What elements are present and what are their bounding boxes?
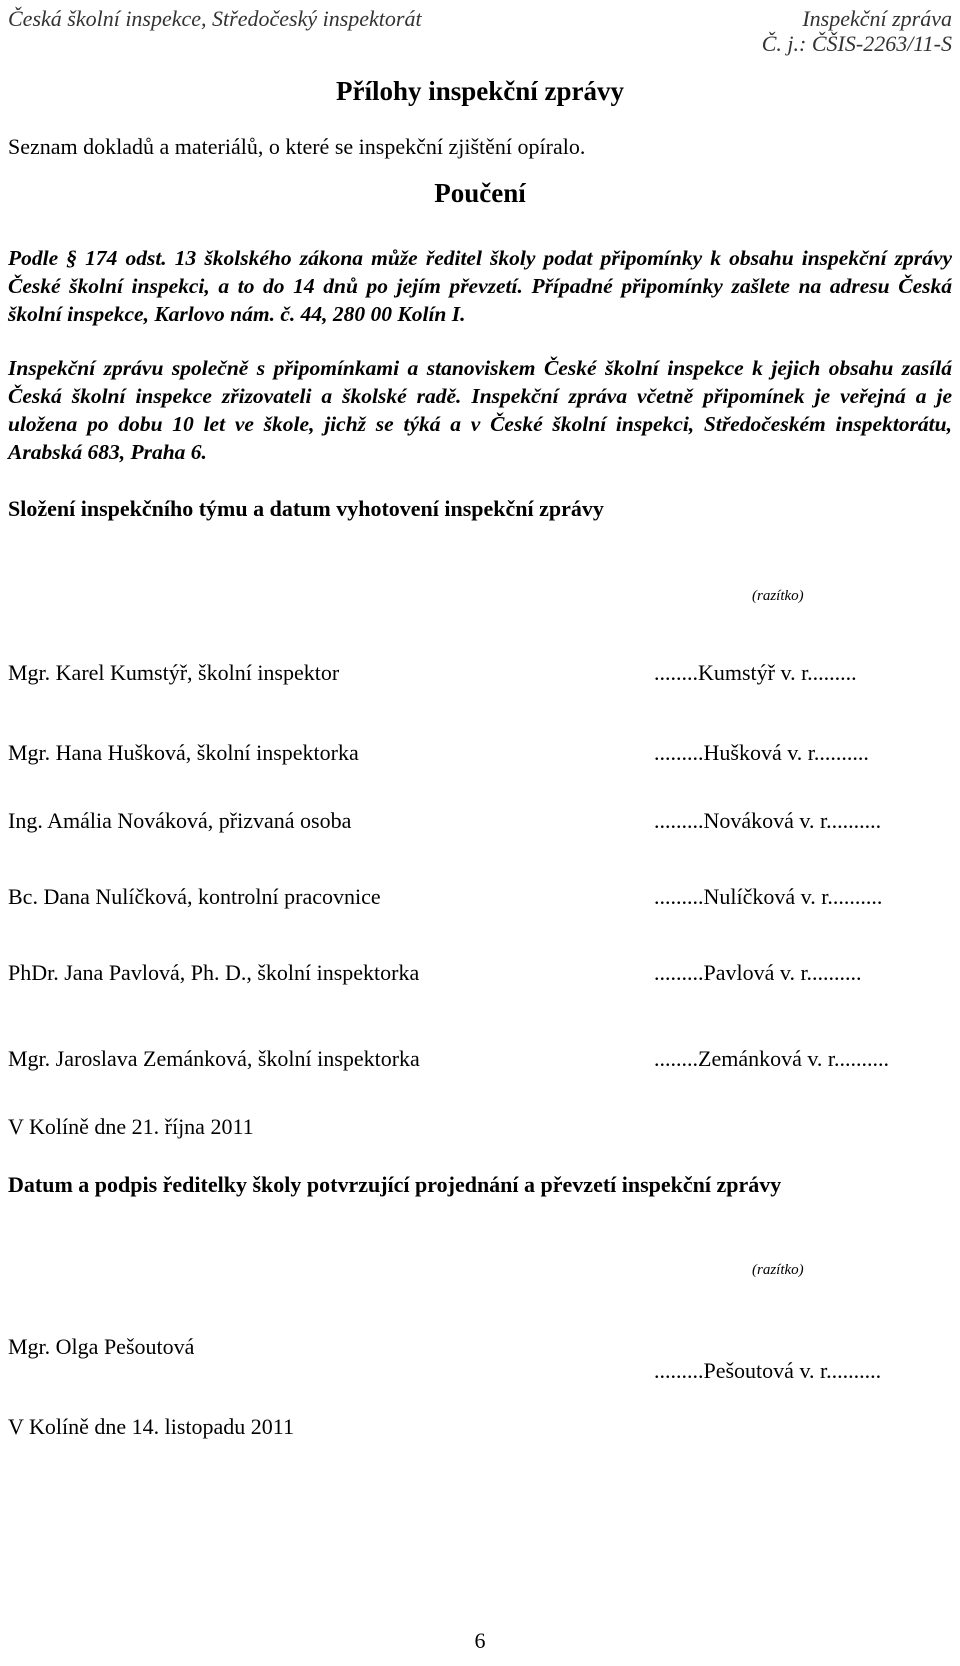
principal-signature: .........Pešoutová v. r..........	[654, 1358, 882, 1383]
principal-name: Mgr. Olga Pešoutová	[8, 1334, 195, 1359]
team-date: V Kolíně dne 21. října 2011	[8, 1114, 254, 1139]
header-left: Česká školní inspekce, Středočeský inspektorát	[8, 6, 422, 31]
team-member-signature: .........Hušková v. r..........	[654, 740, 869, 765]
attachments-title: Přílohy inspekční zprávy	[335, 76, 625, 106]
team-member-signature: .........Pavlová v. r..........	[654, 960, 862, 985]
team-member-name: PhDr. Jana Pavlová, Ph. D., školní inspektorka	[8, 960, 420, 985]
team-member-signature: ........Zemánková v. r..........	[654, 1046, 890, 1071]
team-stamp-label: (razítko)	[752, 588, 804, 604]
team-member-signature: .........Nulíčková v. r..........	[654, 884, 883, 909]
header-report-type: Inspekční zpráva	[802, 6, 952, 31]
team-member-name: Mgr. Karel Kumstýř, školní inspektor	[8, 660, 340, 685]
team-heading: Složení inspekčního týmu a datum vyhotovení inspekční zprávy	[8, 496, 604, 521]
instruction-paragraph-1: Podle § 174 odst. 13 školského zákona může ředitel školy podat připomínky k obsahu inspekční zprávy České školní inspekci, a to do 14 dnů po jejím převzetí. Případné připomínky zašlete na adresu Česká školní inspekce, Karlovo nám. č. 44, 280 00 Kolín I.	[8, 246, 952, 326]
team-member-signature: .........Nováková v. r..........	[654, 808, 882, 833]
team-member-signature: ........Kumstýř v. r.........	[654, 660, 857, 685]
principal-date: V Kolíně dne 14. listopadu 2011	[8, 1414, 294, 1439]
header-right	[762, 6, 952, 56]
instruction-paragraph-2: Inspekční zprávu společně s připomínkami a stanoviskem České školní inspekce k jejich obsahu zasílá Česká školní inspekce zřizovateli a školské radě. Inspekční zpráva včetně připomínek je veřejná a je uložena po dobu 10 let ve škole, jichž se týká a v České školní inspekci, Středočeském inspektorátu, Arabská 683, Praha 6.	[8, 356, 952, 464]
principal-stamp-label: (razítko)	[752, 1262, 804, 1278]
page-number: 6	[474, 1628, 486, 1653]
instruction-title: Poučení	[434, 178, 526, 208]
header-reference-number: Č. j.: ČŠIS-2263/11-S	[761, 31, 952, 56]
team-member-name: Bc. Dana Nulíčková, kontrolní pracovnice	[8, 884, 381, 909]
attachments-text: Seznam dokladů a materiálů, o které se inspekční zjištění opíralo.	[8, 134, 586, 159]
team-member-name: Ing. Amália Nováková, přizvaná osoba	[8, 808, 352, 833]
team-member-name: Mgr. Jaroslava Zemánková, školní inspektorka	[8, 1046, 420, 1071]
principal-heading: Datum a podpis ředitelky školy potvrzující projednání a převzetí inspekční zprávy	[8, 1172, 782, 1197]
team-member-name: Mgr. Hana Hušková, školní inspektorka	[8, 740, 359, 765]
